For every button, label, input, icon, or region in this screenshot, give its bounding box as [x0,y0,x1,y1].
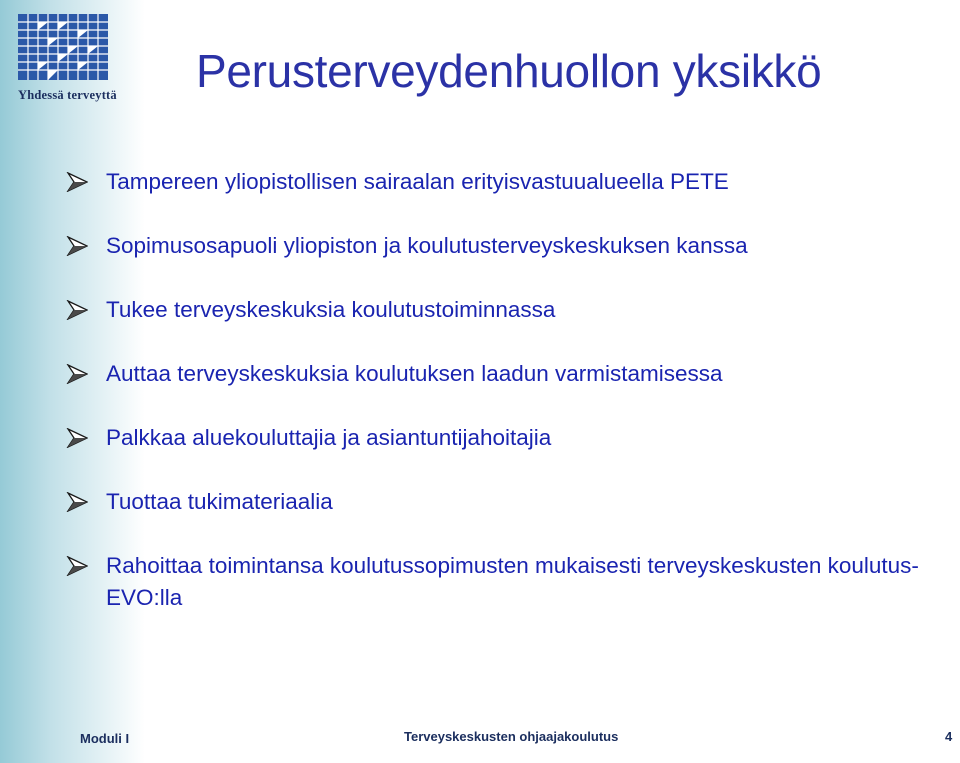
bullet-item [66,358,956,390]
bullet-text: Tampereen yliopistollisen sairaalan erityisvastuualueella PETE [106,169,729,194]
bullet-item [66,166,956,198]
bullet-item [66,294,956,326]
bullet-list [66,166,956,614]
arrow-bullet-icon [66,556,88,576]
arrow-bullet-icon [66,236,88,256]
logo [18,14,138,106]
slide-title: Perusterveydenhuollon yksikkö [196,45,822,97]
bullet-text: Sopimusosapuoli yliopiston ja koulutusterveyskeskuksen kanssa [106,233,748,258]
footer-course-title: Terveyskeskusten ohjaajakoulutus [404,729,619,744]
bullet-text: Rahoittaa toimintansa koulutussopimusten mukaisesti terveyskeskusten koulutus-EVO:lla [106,553,919,610]
bullet-item [66,230,956,262]
bullet-item [66,550,956,614]
logo-mark-icon [18,14,108,80]
bullet-item [66,422,956,454]
arrow-bullet-icon [66,492,88,512]
arrow-bullet-icon [66,300,88,320]
bullet-text: Palkkaa aluekouluttajia ja asiantuntijahoitajia [106,425,552,450]
bullet-text: Tukee terveyskeskuksia koulutustoiminnassa [106,297,556,322]
arrow-bullet-icon [66,364,88,384]
bullet-text: Tuottaa tukimateriaalia [106,489,333,514]
logo-text: Yhdessä terveyttä [18,88,117,102]
arrow-bullet-icon [66,172,88,192]
bullet-text: Auttaa terveyskeskuksia koulutuksen laadun varmistamisessa [106,361,723,386]
bullet-item [66,486,956,518]
arrow-bullet-icon [66,428,88,448]
footer-module-label: Moduli I [80,731,130,746]
page-number: 4 [945,729,953,744]
